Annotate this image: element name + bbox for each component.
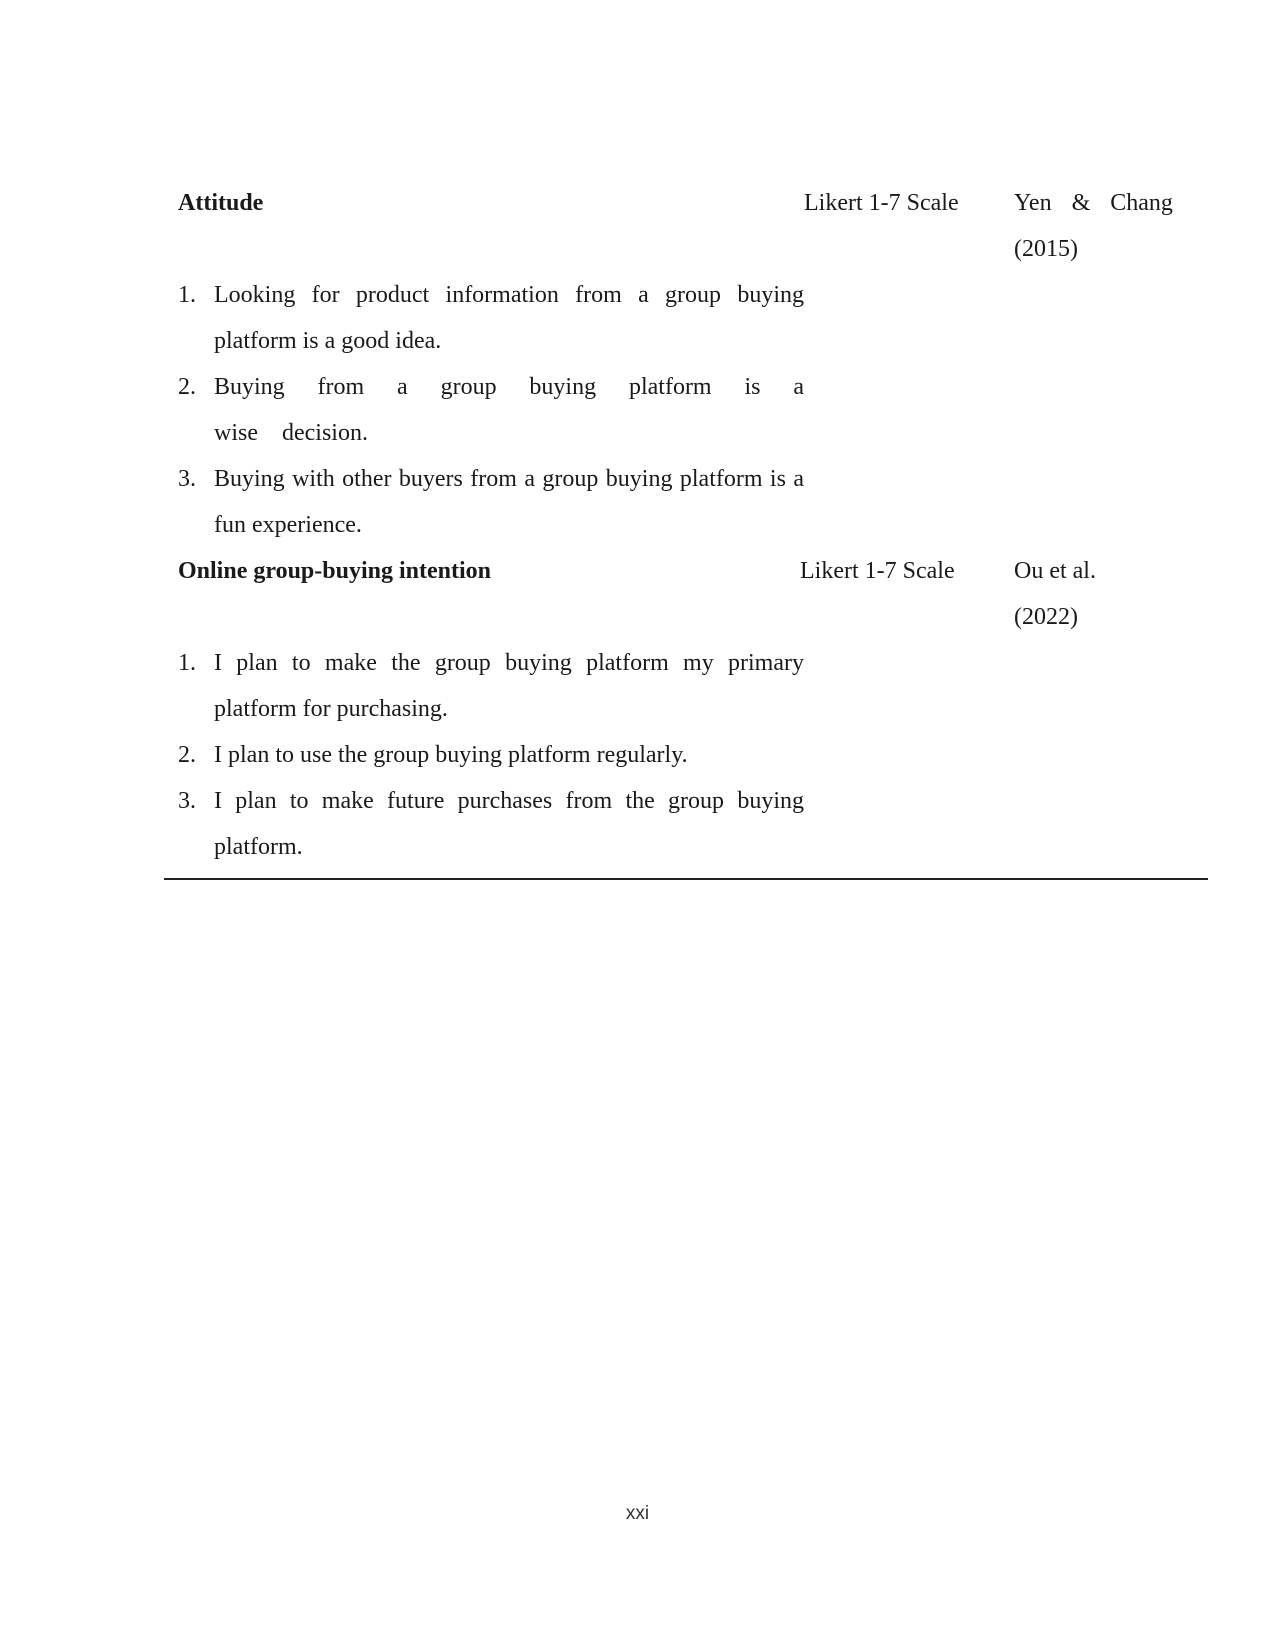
item-number: 3. xyxy=(178,466,196,492)
item-text: I plan to make the group buying platform my primary platform for purchasing. xyxy=(214,650,804,722)
list-item xyxy=(178,456,804,548)
source-citation xyxy=(1014,180,1186,272)
source-year: (2022) xyxy=(1014,604,1078,630)
source-citation xyxy=(1014,548,1186,640)
scale-label: Likert 1-7 Scale xyxy=(800,558,955,584)
item-text: Buying from a group buying platform is a wise decision. xyxy=(214,374,804,446)
item-text: Looking for product information from a group buying platform is a good idea. xyxy=(214,282,804,354)
section-heading: Online group-buying intention xyxy=(178,558,491,584)
item-text: Buying with other buyers from a group buying platform is a fun experience. xyxy=(214,466,804,538)
list-item xyxy=(178,778,804,870)
item-list xyxy=(178,640,804,870)
scale-label: Likert 1-7 Scale xyxy=(804,190,959,216)
intention-section xyxy=(178,548,1208,870)
item-number: 2. xyxy=(178,374,196,400)
section-header-row xyxy=(178,180,1208,272)
list-item xyxy=(178,364,804,456)
item-list xyxy=(178,272,804,548)
item-number: 1. xyxy=(178,282,196,308)
list-item xyxy=(178,640,804,732)
item-text: I plan to use the group buying platform regularly. xyxy=(214,742,688,768)
page-number: xxi xyxy=(625,1503,650,1524)
source-year: (2015) xyxy=(1014,236,1078,262)
item-number: 1. xyxy=(178,650,196,676)
item-number: 3. xyxy=(178,788,196,814)
attitude-section xyxy=(178,180,1208,548)
list-item xyxy=(178,272,804,364)
source-author-text: Yen & Chang xyxy=(1014,190,1173,216)
item-text: I plan to make future purchases from the group buying platform. xyxy=(214,788,804,860)
source-authors xyxy=(1014,180,1186,226)
section-header-row xyxy=(178,548,1208,640)
source-authors: Ou et al. xyxy=(1014,558,1096,584)
section-heading: Attitude xyxy=(178,190,264,216)
item-number: 2. xyxy=(178,742,196,768)
table-bottom-rule xyxy=(164,878,1208,880)
list-item xyxy=(178,732,804,778)
